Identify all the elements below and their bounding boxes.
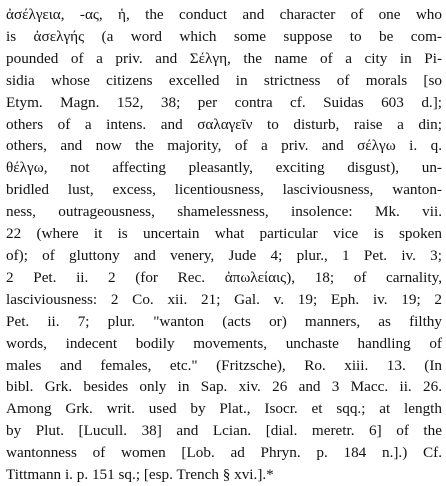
entry-line: others of a intens. and σαλαγεῖν to disturb, raise a din; bbox=[6, 115, 442, 133]
entry-line: Pet. ii. 7; plur. "wanton (acts or) manners, as filthy bbox=[6, 312, 442, 330]
entry-line: θέλγω, not affecting pleasantly, exciting disgust), un- bbox=[6, 159, 442, 177]
entry-line: wantonness of women [Lob. ad Phryn. p. 184 n.].) Cf. bbox=[6, 444, 442, 462]
entry-line: of); of gluttony and venery, Jude 4; plur., 1 Pet. iv. 3; bbox=[6, 246, 442, 264]
entry-line: bibl. Grk. besides only in Sap. xiv. 26 and 3 Macc. ii. 26. bbox=[6, 378, 442, 396]
entry-line: lasciviousness: 2 Co. xii. 21; Gal. v. 19; Eph. iv. 19; 2 bbox=[6, 290, 442, 308]
entry-line: Etym. Magn. 152, 38; per contra cf. Suidas 603 d.]; bbox=[6, 93, 442, 111]
entry-line: sidia whose citizens excelled in strictness of morals [so bbox=[6, 71, 442, 89]
entry-line: Among Grk. writ. used by Plat., Isocr. et sqq.; at length bbox=[6, 400, 442, 418]
entry-line: others, and now the majority, of a priv. and σέλγω i. q. bbox=[6, 137, 442, 155]
entry-line: 22 (where it is uncertain what particular vice is spoken bbox=[6, 225, 442, 243]
entry-line: ness, outrageousness, shamelessness, insolence: Mk. vii. bbox=[6, 203, 442, 221]
entry-line: pounded of a priv. and Σέλγη, the name of a city in Pi- bbox=[6, 49, 442, 67]
entry-line: Tittmann i. p. 151 sq.; [esp. Trench § xvi.].* bbox=[6, 466, 274, 484]
entry-line: by Plut. [Lucull. 38] and Lcian. [dial. meretr. 6] of the bbox=[6, 422, 442, 440]
entry-line: 2 Pet. ii. 2 (for Rec. ἀπωλείαις), 18; of carnality, bbox=[6, 268, 442, 286]
entry-line: is ἀσελγής (a word which some suppose to be com- bbox=[6, 27, 442, 45]
entry-line: words, indecent bodily movements, unchaste handling of bbox=[6, 334, 442, 352]
entry-line: ἀσέλγεια, -ας, ἡ, the conduct and character of one who bbox=[6, 6, 442, 23]
entry-line: males and females, etc." (Fritzsche), Ro. xiii. 13. (In bbox=[6, 356, 442, 374]
entry-line: bridled lust, excess, licentiousness, lasciviousness, wanton- bbox=[6, 181, 442, 199]
